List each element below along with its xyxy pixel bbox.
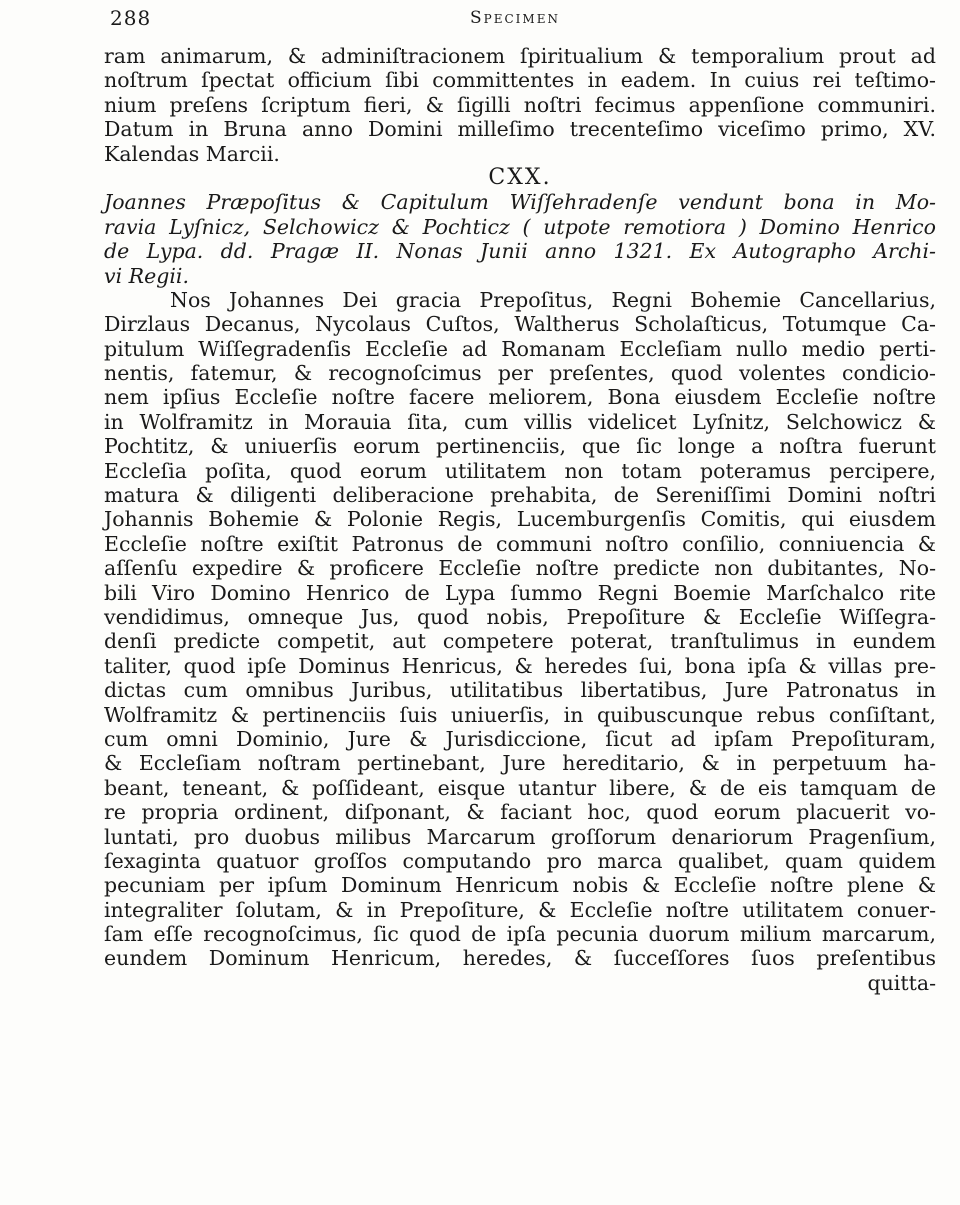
text-line: matura & diligenti deliberacione prehabita, de Sereniſſimi Domini noſtri (104, 483, 936, 508)
text-line: Eccleſie noſtre exiſtit Patronus de communi noſtro conſilio, conniuencia & (104, 531, 936, 556)
summary-line: de Lypa. dd. Pragæ II. Nonas Junii anno 1321. Ex Autographo Archi- (104, 239, 936, 264)
main-paragraph (104, 288, 936, 971)
summary-line: Joannes Præpoſitus & Capitulum Wiſſehradenſe vendunt bona in Mo- (104, 190, 936, 215)
text-line: taliter, quod ipſe Dominus Henricus, & heredes ſui, bona ipſa & villas pre- (104, 653, 936, 678)
text-line: re propria ordinent, diſponant, & faciant hoc, quod eorum placuerit vo- (104, 800, 936, 825)
text-line: noſtrum ſpectat officium ſibi committentes in eadem. In cuius rei teſtimo- (104, 68, 936, 93)
text-line: pecuniam per ipſum Dominum Henricum nobis & Eccleſie noſtre plene & (104, 873, 936, 898)
text-line: cum omni Dominio, Jure & Jurisdiccione, ſicut ad ipſam Prepoſituram, (104, 726, 936, 751)
text-line: Nos Johannes Dei gracia Prepoſitus, Regni Bohemie Cancellarius, (170, 287, 936, 312)
running-title: Specimen (470, 8, 560, 28)
text-line: dictas cum omnibus Juribus, utilitatibus libertatibus, Jure Patronatus in (104, 678, 936, 703)
text-line: pitulum Wiſſegradenſis Eccleſie ad Romanam Eccleſiam nullo medio perti- (104, 336, 936, 361)
continuation-paragraph (104, 44, 936, 166)
text-line: ſam eſſe recognoſcimus, ſic quod de ipſa pecunia duorum milium marcarum, (104, 922, 936, 947)
text-line: bili Viro Domino Henrico de Lypa ſummo Regni Boemie Marſchalco rite (104, 580, 936, 605)
text-line: Datum in Bruna anno Domini milleſimo trecenteſimo viceſimo primo, XV. (104, 117, 936, 142)
text-line: Dirzlaus Decanus, Nycolaus Cuſtos, Waltherus Scholaſticus, Totumque Ca- (104, 312, 936, 337)
body-text (104, 44, 936, 995)
text-line: Johannis Bohemie & Polonie Regis, Lucemburgenſis Comitis, qui eiusdem (104, 507, 936, 532)
text-line: eundem Dominum Henricum, heredes, & ſucceſſores ſuos preſentibus (104, 946, 936, 971)
text-line: luntati, pro duobus milibus Marcarum groſſorum denariorum Pragenſium, (104, 824, 936, 849)
text-line: aſſenſu expedire & proficere Eccleſie noſtre predicte non dubitantes, No- (104, 556, 936, 581)
text-line: & Eccleſiam noſtram pertinebant, Jure hereditario, & in perpetuum ha- (104, 751, 936, 776)
text-line: nem ipſius Eccleſie noſtre facere meliorem, Bona eiusdem Eccleſie noſtre (104, 385, 936, 410)
text-line: nium preſens ſcriptum fieri, & ſigilli noſtri fecimus appenſione communiri. (104, 92, 936, 117)
text-line: Kalendas Marcii. (104, 141, 280, 166)
text-line: integraliter ſolutam, & in Prepoſiture, & Eccleſie noſtre utilitatem conuer- (104, 897, 936, 922)
catchword: quitta- (867, 970, 936, 995)
text-line: nentis, fatemur, & recognoſcimus per preſentes, quod volentes condicio- (104, 361, 936, 386)
summary-line: ravia Lyſnicz, Selchowicz & Pochticz ( utpote remotiora ) Domino Henrico (104, 214, 936, 239)
text-line: vendidimus, omneque Jus, quod nobis, Prepoſiture & Eccleſie Wiſſegra- (104, 604, 936, 629)
text-line: Pochtitz, & uniuerſis eorum pertinenciis, que ſic longe a noſtra fuerunt (104, 434, 936, 459)
document-heading: CXX. (488, 164, 552, 190)
page-number: 288 (110, 6, 152, 30)
text-line: Eccleſia poſita, quod eorum utilitatem non totam poteramus percipere, (104, 458, 936, 483)
page-header (110, 6, 930, 32)
summary-line: vi Regii. (104, 263, 189, 288)
document-summary (104, 190, 936, 288)
text-line: denſi predicte competit, aut competere poterat, tranſtulimus in eundem (104, 629, 936, 654)
text-line: beant, teneant, & poſſideant, eisque utantur libere, & de eis tamquam de (104, 775, 936, 800)
text-line: ram animarum, & adminiſtracionem ſpiritualium & temporalium prout ad (104, 44, 936, 68)
text-line: ſexaginta quatuor groſſos computando pro marca qualibet, quam quidem (104, 848, 936, 873)
text-line: in Wolframitz in Morauia ſita, cum villis videlicet Lyſnitz, Selchowicz & (104, 409, 936, 434)
text-line: Wolframitz & pertinenciis ſuis uniuerſis, in quibuscunque rebus conſiſtant, (104, 702, 936, 727)
